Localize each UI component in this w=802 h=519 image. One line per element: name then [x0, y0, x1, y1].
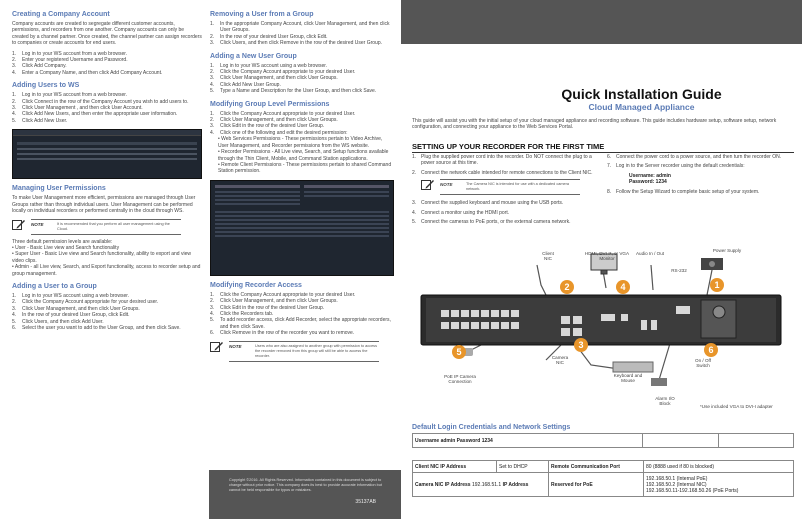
alarm-block-icon [651, 378, 667, 386]
recorder-note: NOTE Users who are also assigned to another group with permission to access the recorder removed from this group will still be able to access the recorder. [210, 341, 394, 362]
list-item: 5. To add recorder access, click Add Recorder, select the appropriate recorders, and then click Save. [210, 317, 391, 330]
label-hdmi: HDMI, DVI-I*, or VGA Monitor [584, 251, 630, 262]
list-item: 1. Click the Company Account appropriate to your desired User. [210, 110, 356, 117]
list-item: 3. Click Add Company. [12, 63, 67, 70]
badge-2: 2 [560, 280, 574, 294]
list-item: 4. Connect a monitor using the HDMI port. [412, 209, 510, 216]
footer-band [209, 470, 401, 519]
pencil-note-icon [12, 219, 26, 231]
perms-note: NOTE It is recommended that you perform all user management using the Cloud. [12, 219, 202, 235]
user-list-screenshot [12, 129, 202, 179]
doc-code: 35137AB [355, 499, 376, 505]
heading-adding-ws: Adding Users to WS [12, 82, 80, 90]
label-client-nic: Client NIC [542, 251, 554, 262]
list-item: 5. Connect the cameras to PoE ports, or the external camera network. [412, 219, 571, 226]
adding-ws-steps [12, 92, 202, 124]
label-rs232: RS-232 [671, 268, 687, 273]
list-item: 2. Click the Company Account appropriate for your desired user. [12, 299, 159, 306]
heading-remove: Removing a User from a Group [210, 11, 314, 18]
list-item: 3. Click Edit in the row of the desired User Group. [210, 123, 325, 130]
list-item: 1. Log in to your WS account from a web browser. [12, 50, 128, 57]
list-item: 3. Click Edit in the row of the desired User Group. [210, 304, 325, 311]
list-item: 4. In the row of your desired User Group, click Edit. [12, 312, 130, 319]
list-item: 7. Log in to the Server recorder using the default credentials: [607, 163, 745, 170]
heading-creds: Default Login Credentials and Network Settings [412, 424, 571, 431]
guide-subtitle: Cloud Managed Appliance [588, 102, 695, 112]
heading-add-to-group: Adding a User to a Group [12, 282, 97, 290]
list-item: 2. Click User Management, and then click User Groups. [210, 117, 338, 124]
top-banner [401, 0, 802, 44]
setup-steps-left [412, 154, 602, 228]
setup-steps-right [607, 154, 795, 198]
list-item: 3. Click User Management, and then click User Groups. [210, 75, 338, 82]
list-item: 3. Click User Management, and then click User Groups. [12, 305, 140, 312]
list-item: 1. Plug the supplied power cord into the recorder. Do NOT connect the plug to a power source at this time. [412, 154, 592, 167]
badge-1: 1 [710, 278, 724, 292]
list-item: 4. Click the Recorders tab. [210, 310, 274, 317]
list-item: • Admin - all Live view, Search, and Export functionality, access to recorder setup and group management. [12, 264, 201, 277]
badge-4: 4 [616, 280, 630, 294]
list-item: • Recorder Permissions - All Live view, Search, and Setup functions available through the Thin Client, Mobile, and Command Station applications. [218, 149, 389, 162]
list-item: 2. Enter your registered Username and Password. [12, 57, 128, 64]
list-item: • Web Services Permissions - These permissions pertain to Video Archive, User Management, and Recorder permissions from the WS website. [218, 136, 383, 149]
list-item: • Super User - Basic Live view and Search functionality, ability to export and view video clips. [12, 251, 191, 264]
label-adapter: *Use included VGA to DVI-I adapter [700, 404, 773, 409]
heading-company: Creating a Company Account [12, 11, 110, 18]
left-column [12, 0, 202, 331]
label-onoff: On / Off Switch [695, 358, 711, 369]
list-item: 2. In the row of your desired User Group, click Edit. [210, 33, 328, 40]
cred-username: Username: admin [629, 172, 671, 179]
label-audio: Audio In / Out [635, 251, 665, 256]
list-item: 4. Click Add New Users, and then enter the appropriate user information. [12, 111, 178, 118]
creds-table [412, 433, 794, 448]
list-item: • User - Basic Live view and Search functionality [12, 244, 120, 251]
list-item: 4. Click Add New User Group. [210, 81, 281, 88]
label-alarm: Alarm I/O Block [655, 396, 675, 407]
permissions-screenshot [210, 180, 394, 276]
section-heading: SETTING UP YOUR RECORDER FOR THE FIRST TIME [412, 142, 794, 153]
label-kbd: Keyboard and Mouse [613, 373, 643, 384]
list-item: 5. Type a Name and Description for the User Group, and then click Save. [210, 88, 377, 95]
list-item: 3. Click Users, and then click Remove in the row of the desired User Group. [210, 40, 383, 47]
pencil-note-icon [421, 179, 435, 191]
list-item: 2. Click User Management, and then click User Groups. [210, 298, 338, 305]
heading-perms: Managing User Permissions [12, 185, 106, 193]
list-item: 2. Click Connect in the row of the Company Account you wish to add users to. [12, 98, 189, 105]
list-item: • Remote Client Permissions - These permissions pertain to shared Command Station permission. [218, 161, 392, 175]
list-item: 6. Click Remove in the row of the recorder you want to remove. [210, 330, 355, 337]
badge-3: 3 [574, 338, 588, 352]
list-item: 4. Click one of the following and edit the desired permission: [210, 129, 348, 136]
nic-note: NOTE The Camera NIC is intended for use with a dedicated camera network. [421, 179, 602, 195]
list-item: 5. Click Add New User. [12, 117, 68, 124]
add-to-group-steps [12, 293, 202, 331]
heading-group-level: Modifying Group Level Permissions [210, 100, 330, 108]
power-unit [701, 300, 736, 338]
perms-desc: To make User Management more efficient, permissions are managed through User Groups rather than through individual users. User Management can be performed locally on individual recorders or performed centrally in the cloud through WS. [12, 195, 196, 215]
heading-recorder-access: Modifying Recorder Access [210, 281, 302, 289]
middle-column [210, 0, 394, 366]
list-item: 1. In the appropriate Company Account, click User Management, and then click User Groups. [210, 21, 390, 34]
list-item: 1. Log in to your WS account using a web browser. [12, 292, 130, 299]
list-item: 2. Click the Company Account appropriate to your desired User. [210, 69, 356, 76]
cred-password: Password: 1234 [629, 179, 667, 186]
pencil-note-icon [210, 341, 224, 353]
badge-6: 6 [704, 343, 718, 357]
list-item: 2. Connect the network cable intended for remote connections to the Client NIC. [412, 169, 593, 176]
levels-intro: Three default permission levels are available: [12, 238, 113, 245]
power-supply-icon [701, 258, 723, 270]
list-item: 4. Enter a Company Name, and then click Add Company Account. [12, 69, 163, 76]
heading-new-group: Adding a New User Group [210, 52, 297, 60]
guide-title: Quick Installation Guide [561, 86, 722, 102]
list-item: 6. Select the user you want to add to the User Group, and then click Save. [12, 324, 181, 331]
list-item: 3. Connect the supplied keyboard and mouse using the USB ports. [412, 200, 564, 207]
label-poe: PoE IP Camera Connection [444, 374, 476, 385]
label-power-supply: Power Supply [712, 248, 742, 253]
list-item: 3. Click User Management , and then click User Account. [12, 105, 143, 112]
list-item: 1. Log in to your WS account using a web browser. [210, 62, 328, 69]
label-camera-nic: Camera NIC [551, 355, 569, 366]
list-item: 1. Click the Company Account appropriate to your desired User. [210, 291, 356, 298]
company-steps [12, 51, 202, 77]
copyright-text: Copyright ©2016. All Rights Reserved. Information contained in this document is subject to change without prior notice. This company does its best to provide accurate information but cannot be held responsible for typos or mistakes. [229, 478, 382, 492]
list-item: 6. Connect the power cord to a power source, and then turn the recorder ON. [607, 154, 782, 160]
list-item: 1. Log in to your WS account from a web browser. [12, 92, 128, 99]
creds-cell: Username admin Password 1234 [413, 434, 643, 448]
keyboard-icon [613, 362, 653, 372]
intro-text: This guide will assist you with the initial setup of your cloud managed appliance and recording software. This guide includes hardware setup, software setup, network configuration, and connecting your appliance to the Web Services Portal. [412, 118, 777, 131]
company-desc: Company accounts are created to segregate different customer accounts, permissions, and recorders from one another. Company accounts can only be created by a channel partner. Once created, the channel partner can assign recorders to companies or create accounts for end users. [12, 21, 202, 47]
list-item: 5. Click Users, and then click Add User. [12, 318, 104, 325]
badge-5: 5 [452, 345, 466, 359]
list-item: 8. Follow the Setup Wizard to complete basic setup of your system. [607, 188, 760, 195]
network-table: Client NIC IP Address Set to DHCP Remote Communication Port 80 (8888 used if 80 is blocked) Camera NIC IP Address 192.168.51.1 IP Address Reserved for PoE 192.168.50.1 (Internal PoE) 192.168.50.2 (Internal NIC) 192.168.50.11-192.168.50.26 (PoE Ports) [412, 460, 794, 497]
